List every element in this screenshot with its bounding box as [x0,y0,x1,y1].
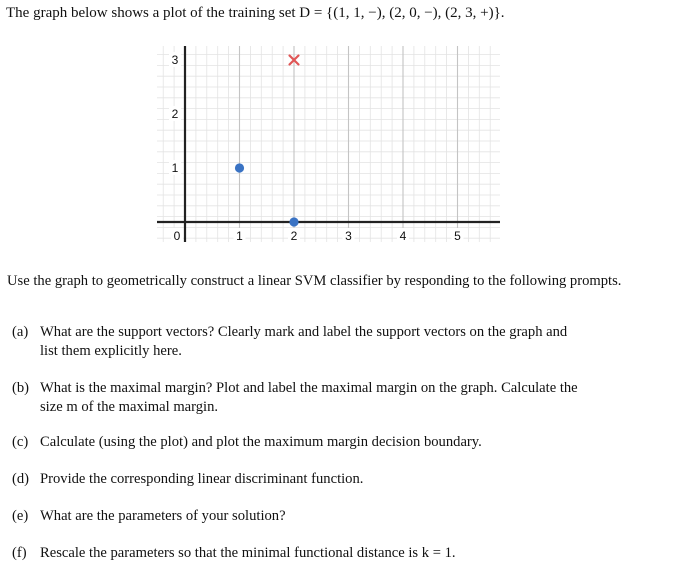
tick-labels [169,52,464,243]
instructions-text: Use the graph to geometrically construct a linear SVM classifier by responding to the following prompts. [7,273,622,289]
prompt-a-label: (a) [12,324,29,340]
prompt-c-line1: Calculate (using the plot) and plot the maximum margin decision boundary. [40,434,482,450]
prompt-a-line1: What are the support vectors? Clearly mark and label the support vectors on the graph and [40,324,568,340]
x-tick-label: 0 [173,229,181,243]
y-tick-label: 3 [171,53,179,67]
prompt-f-label: (f) [12,545,27,561]
y-tick-label: 2 [171,107,179,121]
prompt-d [12,470,678,489]
prompt-a [12,323,678,361]
prompt-f [12,544,678,563]
prompt-b-line1: What is the maximal margin? Plot and label the maximal margin on the graph. Calculate the [40,380,578,396]
axes [157,46,500,242]
x-tick-label: 4 [399,229,407,243]
prompt-d-line1: Provide the corresponding linear discriminant function. [40,471,364,487]
prompt-b-label: (b) [12,380,30,396]
x-tick-label: 2 [290,229,298,243]
data-point-negative [289,217,298,226]
prompt-d-label: (d) [12,471,30,487]
prompt-b [12,379,678,417]
x-tick-label: 5 [454,229,461,243]
prompt-e [12,507,678,526]
grid-minor [157,46,500,242]
y-tick-label: 1 [171,161,179,175]
prompt-c-label: (c) [12,434,29,450]
x-tick-label: 3 [345,229,352,243]
data-point-negative [235,163,244,172]
prompt-b-line2: size m of the maximal margin. [40,399,219,415]
prompt-c [12,433,678,452]
grid-major [185,46,458,242]
prompt-a-line2: list them explicitly here. [40,343,182,359]
prompt-f-line1: Rescale the parameters so that the minimal functional distance is k = 1. [40,545,456,561]
x-tick-label: 1 [236,229,243,243]
training-set-graph [155,42,505,254]
prompt-e-line1: What are the parameters of your solution? [40,508,286,524]
intro-text: The graph below shows a plot of the training set D = {(1, 1, −), (2, 0, −), (2, 3, +)}. [6,5,505,21]
prompt-e-label: (e) [12,508,29,524]
